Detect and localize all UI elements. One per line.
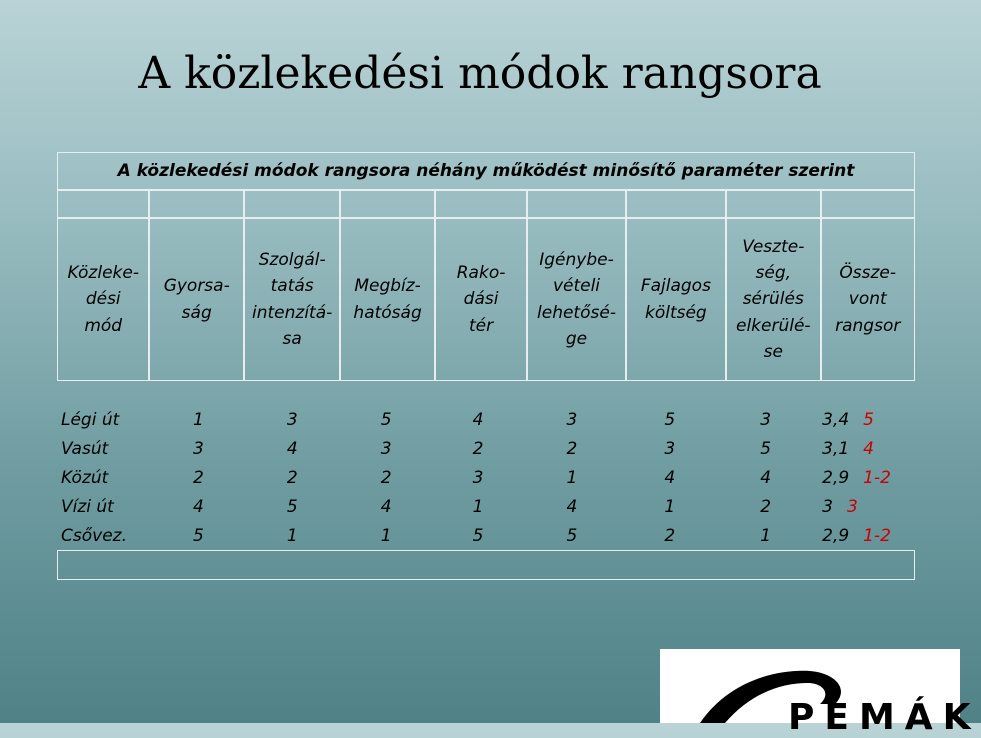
combined-rank: 4 [863,438,874,459]
mode-cell: Közút [61,467,109,488]
value-cell: 4 [472,409,484,430]
value-cell: 5 [664,409,676,430]
value-cell: 3 [286,409,298,430]
header-unit-cost: Fajlagos költség [626,218,726,381]
value-cell: 5 [192,525,204,546]
header-row [57,218,915,381]
mode-cell: Csővez. [61,525,127,546]
combined-rank: 5 [863,409,874,430]
combined-score: 2,9 [822,525,850,546]
value-cell: 5 [566,525,578,546]
value-cell: 4 [380,496,392,517]
value-cell: 2 [380,467,392,488]
pemak-logo [660,649,981,738]
value-cell: 1 [760,525,772,546]
value-cell: 3 [192,438,204,459]
value-cell: 4 [566,496,578,517]
value-cell: 4 [760,467,772,488]
value-cell: 2 [760,496,772,517]
value-cell: 1 [286,525,298,546]
header-speed: Gyorsa- ság [149,218,243,381]
combined-rank: 1-2 [863,525,891,546]
combined-score: 3,4 [822,409,850,430]
table-row [57,463,915,492]
combined-score: 3 [822,496,833,517]
combined-rank: 1-2 [863,467,891,488]
value-cell: 5 [380,409,392,430]
table-body [57,405,915,550]
value-cell: 5 [472,525,484,546]
table-row [57,521,915,550]
logo-text: PEMÁK [788,697,981,738]
value-cell: 2 [664,525,676,546]
table-row [57,405,915,434]
empty-bottom-row [57,550,915,580]
empty-row [57,190,915,218]
table-caption: A közlekedési módok rangsora néhány működést minősítő paraméter szerint [57,152,915,190]
value-cell: 1 [664,496,676,517]
header-reliability: Megbíz- hatóság [340,218,434,381]
combined-cell [812,410,915,430]
value-cell: 3 [760,409,772,430]
combined-score: 3,1 [822,438,850,459]
combined-cell [812,468,915,488]
value-cell: 5 [760,438,772,459]
value-cell: 1 [566,467,578,488]
value-cell: 3 [664,438,676,459]
slide-title: A közlekedési módok rangsora [138,48,822,99]
value-cell: 4 [286,438,298,459]
value-cell: 4 [664,467,676,488]
header-loss-avoidance: Veszte- ség, sérülés elkerülé- se [726,218,820,381]
combined-cell [812,526,915,546]
header-accessibility: Igénybe- vételi lehetősé- ge [527,218,625,381]
value-cell: 4 [192,496,204,517]
header-cargo-space: Rako- dási tér [435,218,527,381]
table-row [57,434,915,463]
value-cell: 1 [380,525,392,546]
mode-cell: Vasút [61,438,109,459]
value-cell: 2 [286,467,298,488]
value-cell: 2 [472,438,484,459]
ranking-table [57,152,915,580]
value-cell: 2 [566,438,578,459]
value-cell: 5 [286,496,298,517]
value-cell: 3 [566,409,578,430]
header-service-intensity: Szolgál- tatás intenzítá- sa [244,218,340,381]
header-mode: Közleke- dési mód [57,218,149,381]
table-row [57,492,915,521]
header-combined-rank: Össze- vont rangsor [821,218,915,381]
value-cell: 1 [192,409,204,430]
combined-cell [812,497,915,517]
combined-score: 2,9 [822,467,850,488]
mode-cell: Légi út [61,409,120,430]
combined-cell [812,439,915,459]
value-cell: 2 [192,467,204,488]
combined-rank: 3 [846,496,858,517]
value-cell: 3 [472,467,484,488]
value-cell: 3 [380,438,392,459]
mode-cell: Vízi út [61,496,114,517]
value-cell: 1 [472,496,484,517]
